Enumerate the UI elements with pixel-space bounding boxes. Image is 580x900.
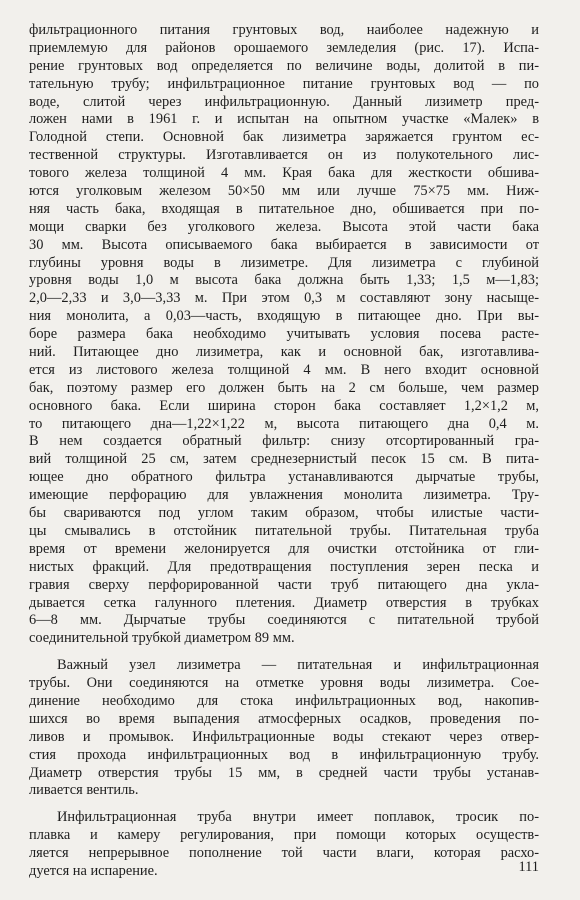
text-line: рение грунтовых вод определяется по величине воды, долитой в пи- [29, 57, 539, 74]
text-line: дывается сетка галунного плетения. Диаметр отверстия в трубках [29, 594, 539, 611]
text-line: Голодной степи. Основной бак лизиметра заряжается грунтом ес- [29, 129, 539, 146]
text-line: ливов и промывок. Инфильтрационные воды стекают через отвер- [29, 728, 539, 745]
text-line: тового железа толщиной 4 мм. Края бака для жесткости обшива- [29, 165, 539, 182]
text-line: бы свариваются под углом таким образом, чтобы илистые части- [29, 505, 539, 522]
text-line: ний. Питающее дно лизиметра, как и основной бак, изготавлива- [29, 344, 539, 361]
text-line: 2,0—2,33 и 3,0—3,33 м. При этом 0,3 м составляют зону насыще- [29, 290, 539, 307]
text-line: ния монолита, а 0,03—часть, входящую в питающее дно. При вы- [29, 308, 539, 325]
text-line: фильтрационного питания грунтовых вод, наиболее надежную и [29, 22, 539, 38]
text-line: ложен нами в 1961 г. и испытан на опытном участке «Малек» в [29, 111, 539, 128]
text-line: В нем создается обратный фильтр: снизу отсортированный гра- [29, 433, 539, 450]
page-number: 111 [518, 859, 539, 875]
paragraph-2 [29, 657, 539, 800]
text-line: Диаметр отверстия трубы 15 мм, в средней части трубы устанав- [29, 764, 539, 781]
text-line: тательную трубу; инфильтрационное питание грунтовых вод — по [29, 75, 539, 92]
text-line: бак, поэтому размер его должен быть на 2 см больше, чем размер [29, 379, 539, 396]
paragraph-1 [29, 22, 539, 648]
text-line: то питающего дна—1,22×1,22 м, высота питающего дна 0,4 м. [29, 415, 539, 432]
text-line: шихся во время выпадения атмосферных осадков, проведения по- [29, 710, 539, 727]
text-line: плавка и камеру регулирования, при помощи которых осуществ- [29, 827, 539, 844]
text-line: ляется непрерывное пополнение той части влаги, которая расхо- [29, 845, 539, 862]
text-line: ющее дно обратного фильтра устанавливаются дырчатые трубы, [29, 469, 539, 486]
text-line: имеющие перфорацию для увлажнения монолита лизиметра. Тру- [29, 487, 539, 504]
text-line: тественной структуры. Изготавливается он из полукотельного лис- [29, 147, 539, 164]
text-line: боре размера бака необходимо учитывать условия посева расте- [29, 326, 539, 343]
text-line: Важный узел лизиметра — питательная и инфильтрационная [57, 657, 539, 674]
page-text-body [29, 22, 539, 881]
text-line: уровня воды 1,0 м высота бака должна быть 1,33; 1,5 м—1,83; [29, 272, 539, 289]
text-line: вий толщиной 25 см, затем среднезернистый песок 15 см. В пита- [29, 451, 539, 468]
paragraph-gap [29, 800, 539, 809]
text-line: ются уголковым железом 50×50 мм или лучше 75×75 мм. Ниж- [29, 183, 539, 200]
text-line: 6—8 мм. Дырчатые трубы соединяются с питательной трубой [29, 612, 539, 629]
text-line: Инфильтрационная труба внутри имеет поплавок, тросик по- [57, 809, 539, 826]
paragraph-gap [29, 648, 539, 657]
text-line: нистых фракций. Для предотвращения поступления зерен песка и [29, 558, 539, 575]
paragraph-3 [29, 809, 539, 881]
text-line: глубины уровня воды в лизиметре. Для лизиметра с глубиной [29, 254, 539, 271]
text-line: няя часть бака, входящая в питательное дно, обшивается при по- [29, 200, 539, 217]
text-line: стия прохода инфильтрационных вод в инфильтрационную трубу. [29, 746, 539, 763]
text-line: время от времени желонируется для очистки отстойника от гли- [29, 540, 539, 557]
text-line: 30 мм. Высота описываемого бака выбирается в зависимости от [29, 236, 539, 253]
text-line: соединительной трубкой диаметром 89 мм. [29, 630, 295, 647]
text-line: основного бака. Если ширина сторон бака составляет 1,2×1,2 м, [29, 397, 539, 414]
text-line: ливается вентиль. [29, 782, 139, 799]
text-line: цы смывались в отстойник питательной трубы. Питательная труба [29, 522, 539, 539]
text-line: дуется на испарение. [29, 862, 158, 879]
text-line: воде, слитой через инфильтрационную. Данный лизиметр пред- [29, 93, 539, 110]
text-line: приемлемую для районов орошаемого земледелия (рис. 17). Испа- [29, 39, 539, 56]
text-line: мощи сварки без уголкового железа. Высота этой части бака [29, 218, 539, 235]
text-line: трубы. Они соединяются на отметке уровня воды лизиметра. Сое- [29, 675, 539, 692]
text-line: гравия сверху перфорированной части труб питающего дна укла- [29, 576, 539, 593]
text-line: ется из листового железа толщиной 4 мм. В него входит основной [29, 361, 539, 378]
text-line: динение необходимо для стока инфильтрационных вод, накопив- [29, 692, 539, 709]
